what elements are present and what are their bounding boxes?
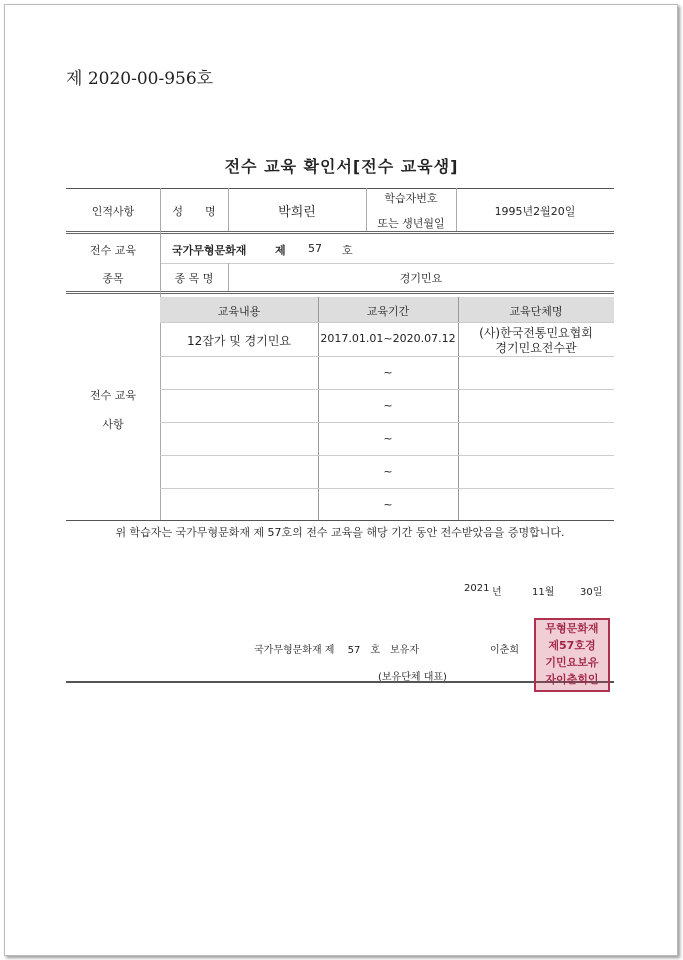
header-content: 교육내용 bbox=[217, 305, 261, 318]
table-row bbox=[160, 422, 614, 423]
seal-text: 기민요보유 bbox=[545, 656, 599, 669]
row-content: 12잡가 및 경기민요 bbox=[186, 334, 292, 348]
heritage-label: 국가무형문화재 bbox=[172, 244, 247, 257]
holder-name: 이춘희 bbox=[490, 645, 519, 656]
seal-text: 자이춘희인 bbox=[545, 673, 599, 686]
table-row bbox=[160, 356, 614, 357]
divider bbox=[66, 188, 614, 189]
row-period: ~ bbox=[383, 399, 393, 412]
divider bbox=[66, 681, 614, 683]
birth-value: 1995년2월20일 bbox=[494, 205, 576, 218]
date-year-unit: 년 bbox=[492, 587, 502, 598]
header-org: 교육단체명 bbox=[509, 305, 563, 318]
divider bbox=[66, 520, 614, 521]
heritage-number: 57 bbox=[308, 242, 322, 255]
row-org-2: 경기민요전수관 bbox=[495, 341, 577, 355]
personal-label: 인적사항 bbox=[91, 205, 135, 218]
document-title: 전수 교육 확인서[전수 교육생] bbox=[224, 157, 459, 176]
date-year: 2021 bbox=[464, 583, 490, 594]
education-label-1: 전수 교육 bbox=[89, 389, 136, 402]
divider bbox=[66, 291, 614, 294]
education-label-2: 사항 bbox=[102, 418, 124, 431]
row-period: ~ bbox=[383, 465, 393, 478]
holder-sub: (보유단체 대표) bbox=[378, 672, 447, 683]
id-label-2: 또는 생년월일 bbox=[377, 217, 445, 230]
seal-text: 무형문화재 bbox=[545, 622, 599, 635]
row-org-1: (사)한국전통민요협회 bbox=[479, 326, 593, 340]
table-row bbox=[160, 389, 614, 390]
subject-label-1: 전수 교육 bbox=[89, 244, 136, 257]
table-row bbox=[160, 488, 614, 489]
id-label-1: 학습자번호 bbox=[384, 192, 438, 205]
date-day: 30일 bbox=[580, 587, 603, 598]
header-period: 교육기간 bbox=[366, 305, 410, 318]
no-suffix: 호 bbox=[342, 244, 353, 257]
row-period: ~ bbox=[383, 366, 393, 379]
seal-text: 제57호경 bbox=[548, 639, 596, 652]
subject-label-2: 종목 bbox=[102, 272, 124, 285]
name-label: 성 명 bbox=[172, 205, 216, 218]
holder-line: 국가무형문화재 제 57 호 보유자 bbox=[254, 645, 420, 656]
certification-statement: 위 학습자는 국가무형문화재 제 57호의 전수 교육을 해당 기간 동안 전수받았음을 증명합니다. bbox=[115, 526, 565, 539]
document-number: 제 2020-00-956호 bbox=[66, 69, 214, 89]
divider bbox=[160, 188, 161, 520]
official-seal bbox=[534, 618, 610, 692]
divider bbox=[66, 231, 614, 234]
row-period: ~ bbox=[383, 498, 393, 511]
row-period: ~ bbox=[383, 432, 393, 445]
name-value: 박희린 bbox=[278, 205, 316, 220]
page-border bbox=[4, 4, 678, 956]
no-prefix: 제 bbox=[275, 244, 286, 257]
item-label: 종 목 명 bbox=[174, 272, 214, 285]
table-row bbox=[160, 455, 614, 456]
item-value: 경기민요 bbox=[399, 272, 443, 285]
date-month: 11월 bbox=[532, 587, 555, 598]
row-period: 2017.01.01~2020.07.12 bbox=[320, 332, 456, 345]
table-row bbox=[160, 322, 614, 323]
